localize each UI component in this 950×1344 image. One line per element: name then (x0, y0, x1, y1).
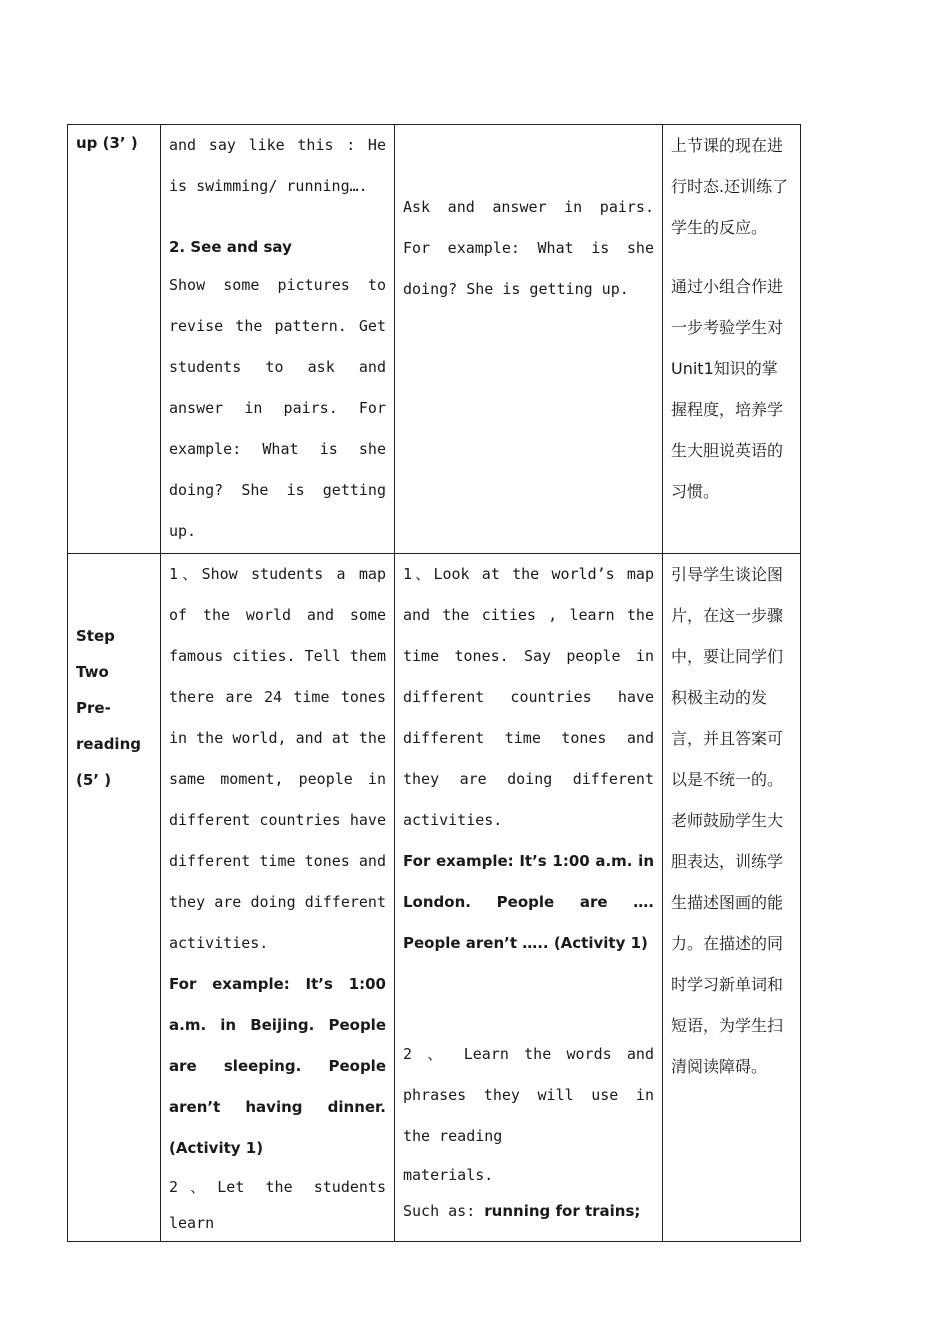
step-label: up (3’ ) (76, 134, 138, 152)
purpose-cell (663, 554, 801, 1242)
step-cell (68, 554, 161, 1242)
purpose-cell (663, 125, 801, 554)
student-activity-cell (395, 554, 663, 1242)
step-label: reading (76, 735, 141, 753)
student-activity-text: 1、Look at the world’s map and the cities , learn the time tones. Say people in different countries have different time tones and they are doing different activities. (403, 565, 654, 829)
section-heading: 2. See and say (169, 238, 292, 256)
step-label: (5’ ) (76, 771, 112, 789)
student-activity-text: materials. (403, 1166, 494, 1184)
table-row (68, 125, 801, 554)
student-activity-text (403, 1193, 654, 1229)
example-phrase: running for trains; (484, 1202, 641, 1220)
teacher-activity-text: Show some pictures to revise the pattern. Get students to ask and answer in pairs. For example: What is she doing? She is getting up. (169, 276, 386, 540)
step-label: Pre- (76, 699, 111, 717)
table-row (68, 554, 801, 1242)
step-cell (68, 125, 161, 554)
teacher-activity-cell (161, 554, 395, 1242)
purpose-text: 引导学生谈论图片，在这一步骤中，要让同学们积极主动的发言，并且答案可以是不统一的。老师鼓励学生大胆表达，训练学生描述图画的能力。在描述的同时学习新单词和短语，为学生扫清阅读障碍。 (671, 565, 784, 1076)
teacher-activity-text: 1、Show students a map of the world and some famous cities. Tell them there are 24 time tones in the world, and at the same moment, people in different countries have different time tones and they are doing different activities. (169, 565, 386, 952)
teacher-activity-text: and say like this : He is swimming/ running…. (169, 136, 386, 195)
step-label: Step Two (76, 627, 115, 681)
example-prefix: Such as: (403, 1202, 476, 1220)
purpose-text: 通过小组合作进一步考验学生对Unit1知识的掌握程度，培养学生大胆说英语的习惯。 (671, 277, 784, 501)
lesson-plan-table (67, 124, 801, 1242)
teacher-example-text: For example: It’s 1:00 a.m. in Beijing. People are sleeping. People aren’t having dinner. (Activity 1) (169, 975, 386, 1157)
student-activity-text: Ask and answer in pairs. For example: What is she doing? She is getting up. (403, 198, 654, 298)
student-activity-text: 2 、 Learn the words and phrases they will use in the reading (403, 1045, 654, 1145)
student-example-text: For example: It’s 1:00 a.m. in London. People are …. People aren’t ….. (Activity 1) (403, 852, 654, 952)
purpose-text: 上节课的现在进行时态.还训练了学生的反应。 (671, 136, 789, 237)
teacher-activity-cell (161, 125, 395, 554)
teacher-activity-text: 2、Let the students learn (169, 1178, 386, 1232)
student-activity-cell (395, 125, 663, 554)
